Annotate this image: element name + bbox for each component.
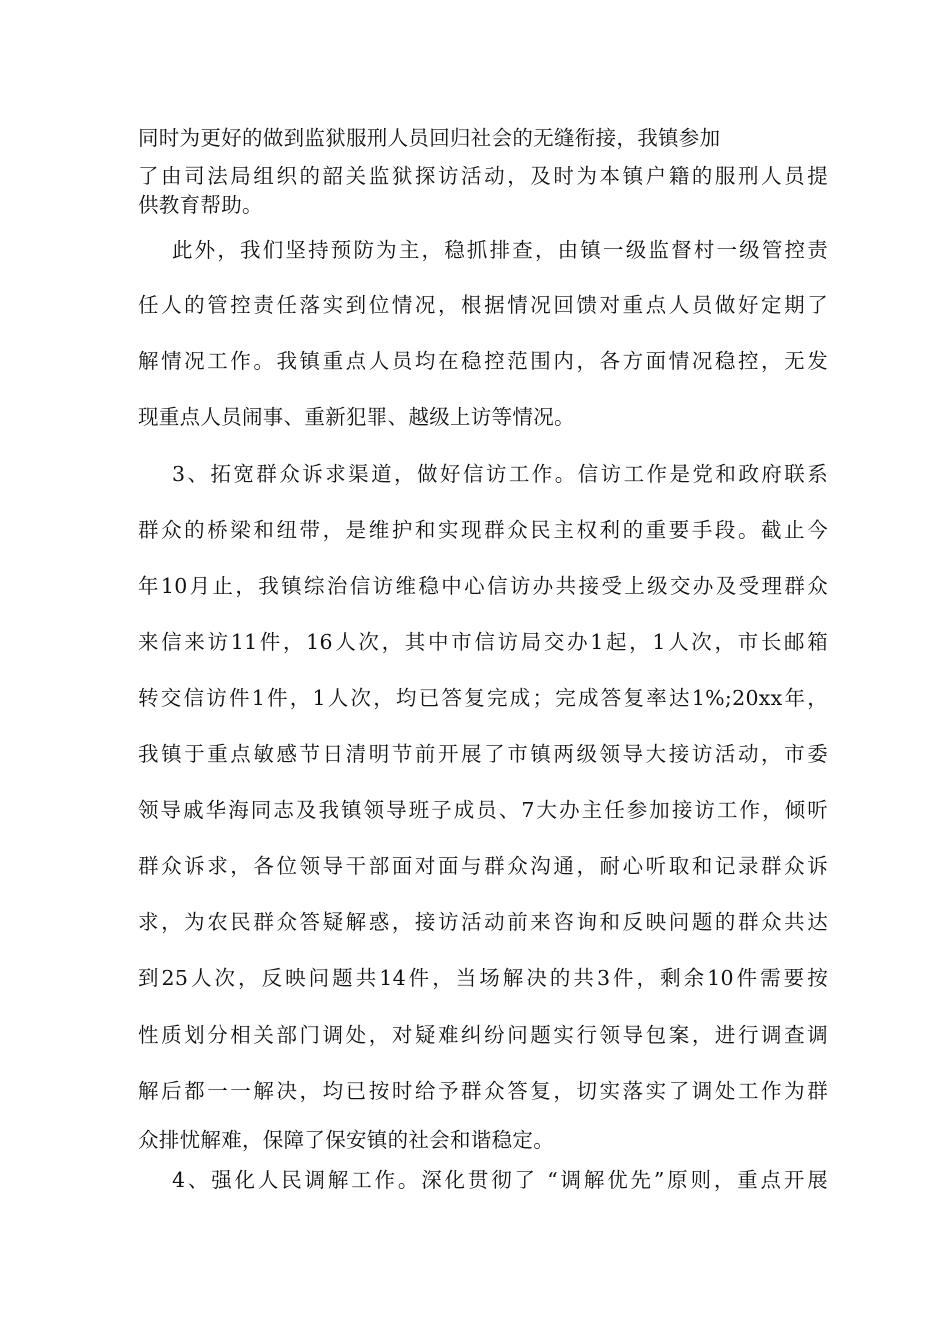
- text-line: 3、拓宽群众诉求渠道，做好信访工作。信访工作是党和政府联系: [172, 462, 828, 486]
- text-line: 我镇于重点敏感节日清明节前开展了市镇两级领导大接访活动，市委: [138, 742, 828, 766]
- text-line: 群众诉求，各位领导干部面对面与群众沟通，耐心听取和记录群众诉: [138, 854, 828, 878]
- text-line: 众排忧解难，保障了保安镇的社会和谐稳定。: [138, 1128, 554, 1152]
- text-line: 4、强化人民调解工作。深化贯彻了 “调解优先”原则，重点开展: [172, 1168, 828, 1192]
- text-line: 来信来访11件，16人次，其中市信访局交办1起，1人次，市长邮箱: [138, 630, 828, 654]
- text-line: 转交信访件1件，1人次，均已答复完成；完成答复率达1%;20xx年，: [138, 686, 828, 710]
- text-line: 领导戚华海同志及我镇领导班子成员、7大办主任参加接访工作，倾听: [138, 798, 828, 822]
- text-line: 供教育帮助。: [138, 193, 263, 217]
- text-line: 此外，我们坚持预防为主，稳抓排查，由镇一级监督村一级管控责: [172, 238, 828, 262]
- text-line: 任人的管控责任落实到位情况，根据情况回馈对重点人员做好定期了: [138, 293, 828, 317]
- text-line: 同时为更好的做到监狱服刑人员回归社会的无缝衔接，我镇参加: [138, 126, 721, 150]
- text-line: 年10月止，我镇综治信访维稳中心信访办共接受上级交办及受理群众: [138, 574, 828, 598]
- text-line: 性质划分相关部门调处，对疑难纠纷问题实行领导包案，进行调查调: [138, 1023, 828, 1047]
- text-line: 现重点人员闹事、重新犯罪、越级上访等情况。: [138, 405, 575, 429]
- text-line: 解后都一一解决，均已按时给予群众答复，切实落实了调处工作为群: [138, 1079, 828, 1103]
- text-line: 解情况工作。我镇重点人员均在稳控范围内，各方面情况稳控，无发: [138, 349, 828, 373]
- text-line: 到25人次，反映问题共14件，当场解决的共3件，剩余10件需要按: [138, 966, 828, 990]
- text-line: 了由司法局组织的韶关监狱探访活动，及时为本镇户籍的服刑人员提: [138, 164, 828, 188]
- text-line: 群众的桥梁和纽带，是维护和实现群众民主权利的重要手段。截止今: [138, 518, 828, 542]
- text-line: 求，为农民群众答疑解惑，接访活动前来咨询和反映问题的群众共达: [138, 910, 828, 934]
